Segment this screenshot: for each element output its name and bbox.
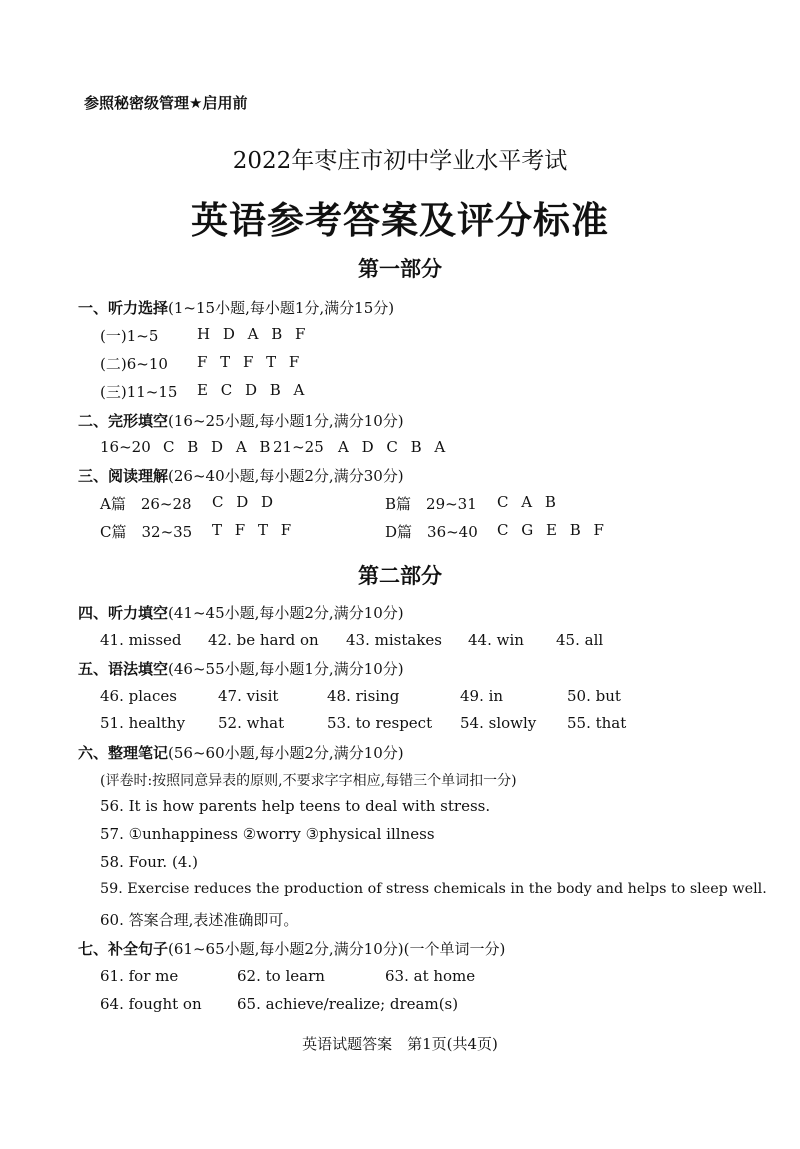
answer-item: 41. missed: [100, 631, 182, 649]
section7-heading: 七、补全句子(61~65小题,每小题2分,满分10分)(一个单词一分): [78, 940, 506, 958]
answer-item: 53. to respect: [327, 714, 433, 732]
section5-heading: 五、语法填空(46~55小题,每小题1分,满分10分): [78, 660, 404, 678]
answer-value: F T F T F: [197, 353, 304, 371]
answer-item: 65. achieve/realize; dream(s): [237, 995, 459, 1013]
answer-60: 60. 答案合理,表述准确即可。: [100, 911, 299, 929]
answer-value: C D D: [212, 493, 278, 511]
answer-item: 44. win: [468, 631, 524, 649]
part2-title: 第二部分: [358, 564, 442, 588]
passage-label: B篇 29~31: [385, 495, 477, 513]
section2-heading: 二、完形填空(16~25小题,每小题1分,满分10分): [78, 412, 404, 430]
exam-title: 2022年枣庄市初中学业水平考试: [232, 148, 568, 174]
answer-item: 46. places: [100, 687, 177, 705]
answer-item: 51. healthy: [100, 714, 186, 732]
answer-58: 58. Four. (4.): [100, 853, 198, 871]
answer-item: 47. visit: [218, 687, 279, 705]
answer-item: 50. but: [567, 687, 621, 705]
answer-item: 64. fought on: [100, 995, 202, 1013]
answer-value: C B D A B: [163, 438, 275, 456]
answer-label: 21~25: [273, 438, 324, 456]
grading-note: (评卷时:按照同意异表的原则,不要求字字相应,每错三个单词扣一分): [100, 773, 517, 789]
passage-label: D篇 36~40: [385, 523, 478, 541]
answer-row: (一)1~5: [100, 327, 159, 345]
answer-item: 55. that: [567, 714, 627, 732]
section4-heading: 四、听力填空(41~45小题,每小题2分,满分10分): [78, 604, 404, 622]
answer-value: A D C B A: [338, 438, 450, 456]
confidential-notice: 参照秘密级管理★启用前: [84, 94, 248, 112]
answer-item: 45. all: [556, 631, 604, 649]
answer-item: 54. slowly: [460, 714, 537, 732]
page-footer: 英语试题答案 第1页(共4页): [302, 1035, 498, 1053]
answer-item: 63. at home: [385, 967, 476, 985]
section1-heading: 一、听力选择(1~15小题,每小题1分,满分15分): [78, 299, 395, 317]
answer-value: T F T F: [212, 521, 296, 539]
part1-title: 第一部分: [358, 257, 442, 281]
answer-item: 61. for me: [100, 967, 179, 985]
answer-item: 48. rising: [327, 687, 400, 705]
answer-item: 62. to learn: [237, 967, 325, 985]
answer-57: 57. ①unhappiness ②worry ③physical illness: [100, 825, 435, 843]
answer-item: 43. mistakes: [346, 631, 442, 649]
answer-label: 16~20: [100, 438, 151, 456]
section3-heading: 三、阅读理解(26~40小题,每小题2分,满分30分): [78, 467, 404, 485]
answer-value: C G E B F: [497, 521, 608, 539]
answer-value: E C D B A: [197, 381, 309, 399]
answer-item: 52. what: [218, 714, 285, 732]
document-title: 英语参考答案及评分标准: [191, 199, 609, 242]
answer-row: (三)11~15: [100, 383, 178, 401]
passage-label: A篇 26~28: [100, 495, 192, 513]
answer-56: 56. It is how parents help teens to deal with stress.: [100, 797, 491, 815]
answer-59: 59. Exercise reduces the production of stress chemicals in the body and helps to sleep well.: [100, 881, 767, 897]
answer-row: (二)6~10: [100, 355, 168, 373]
passage-label: C篇 32~35: [100, 523, 193, 541]
answer-item: 42. be hard on: [208, 631, 319, 649]
section6-heading: 六、整理笔记(56~60小题,每小题2分,满分10分): [78, 744, 404, 762]
answer-value: C A B: [497, 493, 560, 511]
answer-item: 49. in: [460, 687, 504, 705]
answer-value: H D A B F: [197, 325, 310, 343]
